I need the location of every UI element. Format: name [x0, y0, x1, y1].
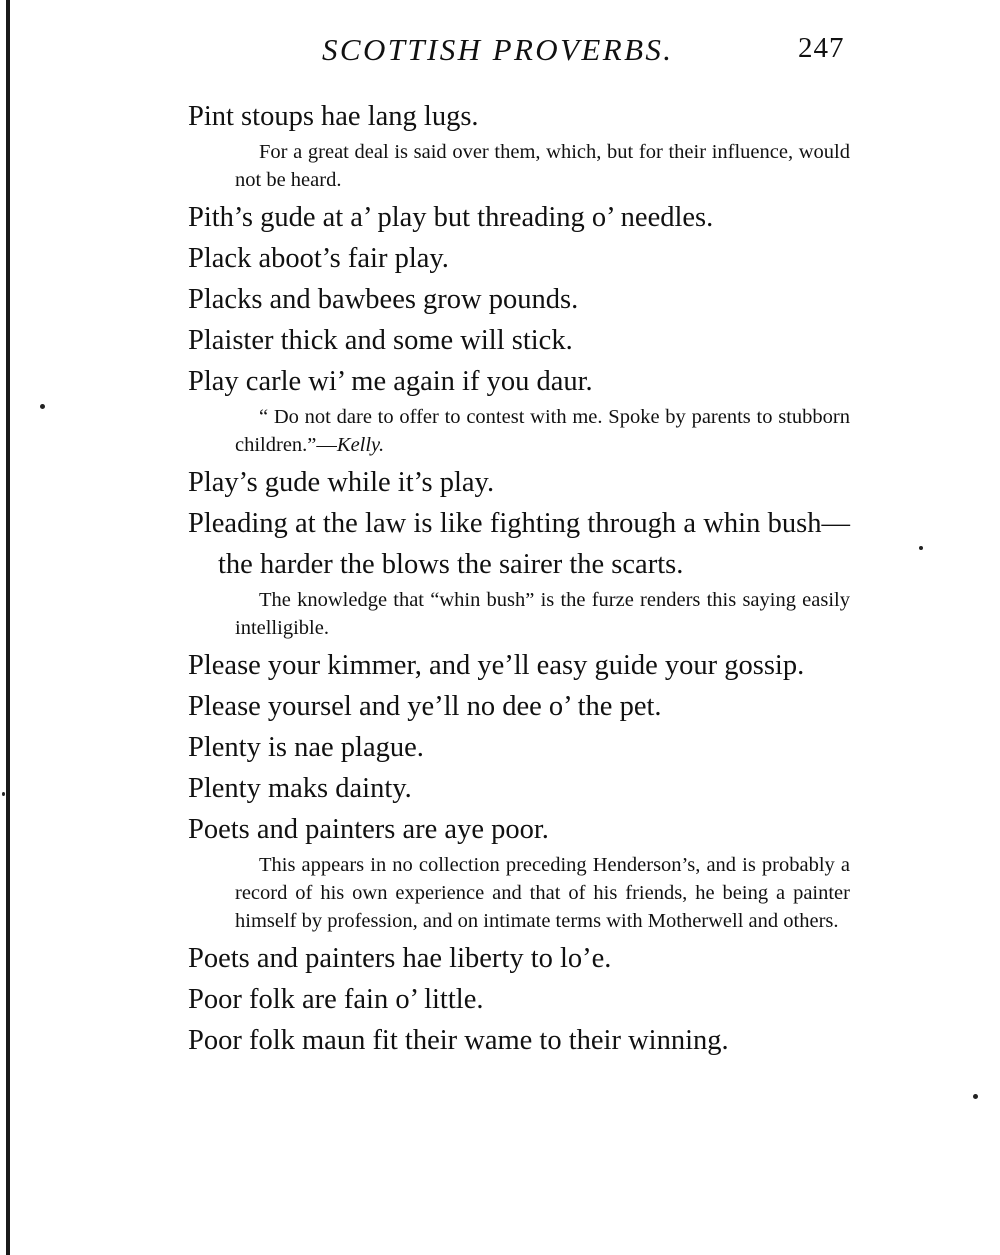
- page-number: 247: [798, 32, 845, 64]
- proverb-text: Plaister thick and some will stick.: [188, 325, 573, 356]
- proverb-note: This appears in no collection preceding Henderson’s, and is probably a record of his own experience and that of his friends, he being a painter himself by profession, and on intimate terms with Motherwell and others.: [235, 854, 850, 932]
- print-speck: [919, 546, 923, 550]
- proverb-entry: [188, 361, 850, 459]
- note-author: Kelly.: [336, 434, 385, 456]
- page-header: [322, 32, 852, 76]
- proverb-entry: [188, 1020, 850, 1061]
- proverb-text: Pith’s gude at a’ play but threading o’ needles.: [188, 202, 714, 233]
- proverb-entry: [188, 462, 850, 503]
- proverb-text: Play’s gude while it’s play.: [188, 467, 495, 498]
- proverb-entry: [188, 238, 850, 279]
- proverb-entry: [188, 768, 850, 809]
- proverb-text: Placks and bawbees grow pounds.: [188, 284, 579, 315]
- proverb-text: Poor folk maun fit their wame to their winning.: [188, 1025, 729, 1056]
- proverb-entry: [188, 96, 850, 194]
- note-text: “ Do not dare to offer to contest with me. Spoke by parents to stubborn children.”—: [235, 406, 850, 456]
- proverb-entry: [188, 979, 850, 1020]
- proverb-entry: [188, 320, 850, 361]
- proverb-entry: [188, 727, 850, 768]
- proverb-text: Pint stoups hae lang lugs.: [188, 101, 479, 132]
- proverb-text: Plenty maks dainty.: [188, 773, 412, 804]
- running-title: SCOTTISH PROVERBS.: [322, 32, 674, 67]
- proverb-text: Please your kimmer, and ye’ll easy guide your gossip.: [188, 650, 805, 681]
- print-speck: [2, 792, 5, 796]
- proverb-entry: [188, 503, 850, 642]
- proverb-text: Poets and painters hae liberty to lo’e.: [188, 943, 612, 974]
- proverb-text: Play carle wi’ me again if you daur.: [188, 366, 593, 397]
- proverb-entry: [188, 686, 850, 727]
- proverb-text: Plack aboot’s fair play.: [188, 243, 449, 274]
- proverb-note: For a great deal is said over them, which, but for their influence, would not be heard.: [235, 141, 850, 191]
- proverb-note: [188, 403, 850, 459]
- proverb-text: Poor folk are fain o’ little.: [188, 984, 484, 1015]
- print-speck: [40, 404, 45, 409]
- proverb-list: [188, 96, 850, 1061]
- proverb-text: Plenty is nae plague.: [188, 732, 424, 763]
- proverb-text: Please yoursel and ye’ll no dee o’ the pet.: [188, 691, 662, 722]
- proverb-text: Poets and painters are aye poor.: [188, 814, 549, 845]
- proverb-entry: [188, 938, 850, 979]
- proverb-entry: [188, 809, 850, 935]
- proverb-entry: [188, 645, 850, 686]
- print-speck: [973, 1094, 978, 1099]
- proverb-text: Pleading at the law is like fighting through a whin bush—the harder the blows the sairer the scarts.: [188, 508, 850, 580]
- page-edge-rule: [6, 0, 10, 1255]
- proverb-entry: [188, 197, 850, 238]
- proverb-note: The knowledge that “whin bush” is the furze renders this saying easily intelligible.: [235, 589, 850, 639]
- proverb-entry: [188, 279, 850, 320]
